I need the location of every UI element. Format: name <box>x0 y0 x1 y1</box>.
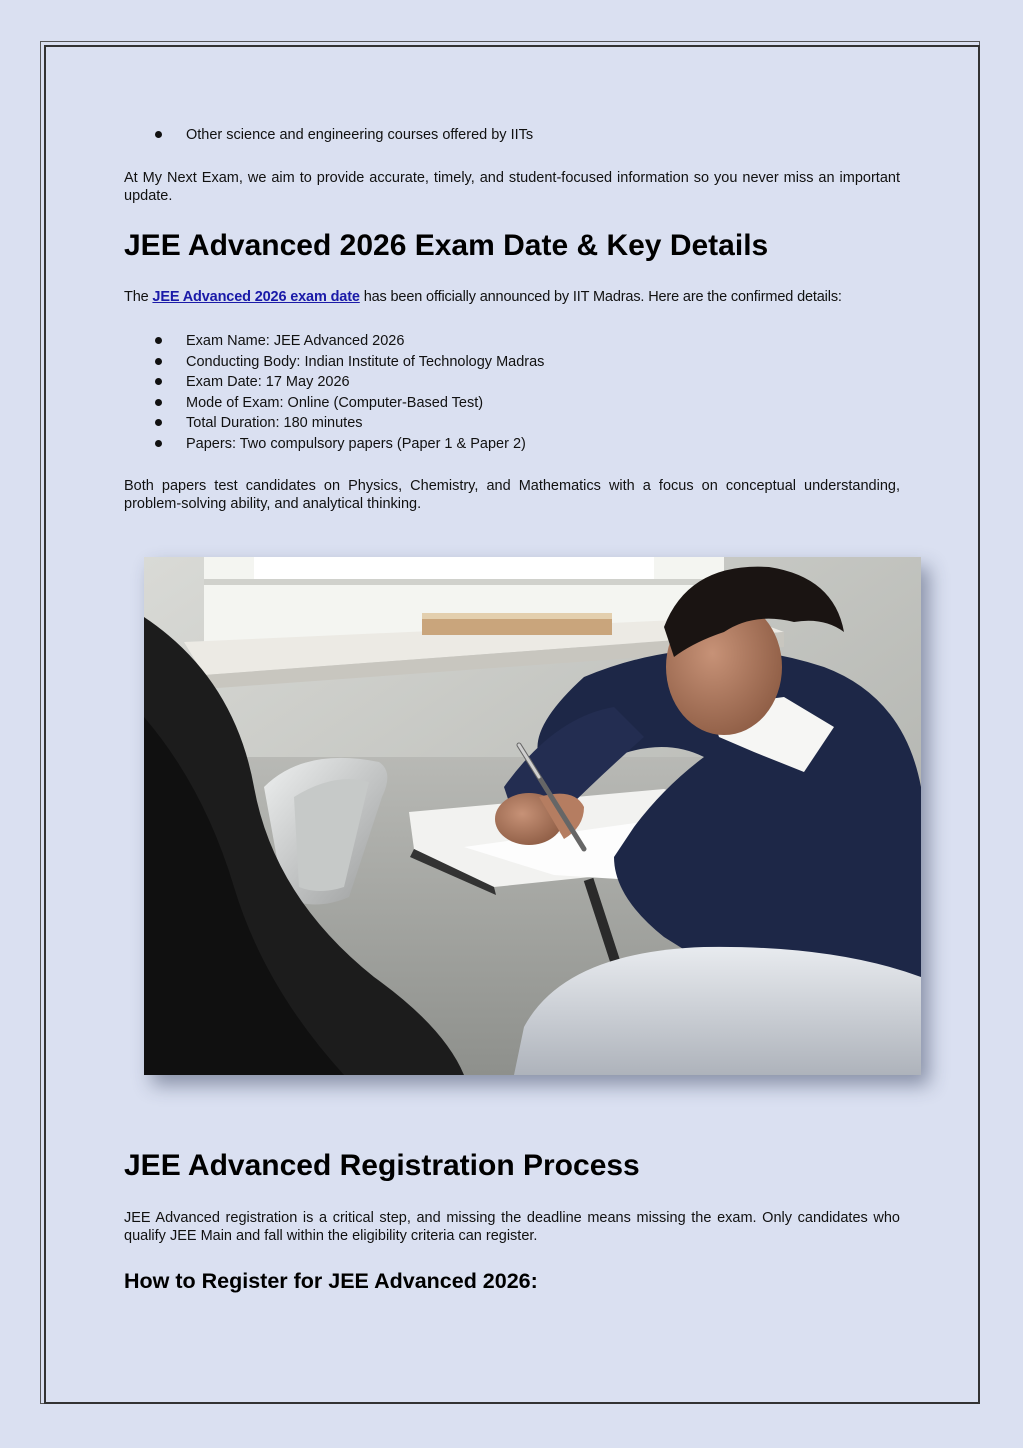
list-item-text: Exam Name: JEE Advanced 2026 <box>186 333 405 349</box>
list-item <box>124 352 900 373</box>
list-item-text: Papers: Two compulsory papers (Paper 1 & Paper 2) <box>186 435 526 452</box>
bullet-icon <box>155 337 162 344</box>
bullet-icon <box>155 358 162 365</box>
student-writing-exam-photo <box>144 557 921 1075</box>
exam-date-lead <box>124 288 900 306</box>
list-item <box>124 125 900 146</box>
list-item <box>124 372 900 393</box>
list-item-text: Total Duration: 180 minutes <box>186 415 363 431</box>
section-heading-registration: JEE Advanced Registration Process <box>124 1149 640 1182</box>
exam-date-link[interactable]: JEE Advanced 2026 exam date <box>152 289 360 305</box>
list-item-text: Mode of Exam: Online (Computer-Based Test) <box>186 394 484 411</box>
list-item-text: Exam Date: 17 May 2026 <box>186 374 350 390</box>
bullet-icon <box>155 131 162 138</box>
subheading-how-to-register: How to Register for JEE Advanced 2026: <box>124 1269 538 1293</box>
exam-details-closing: Both papers test candidates on Physics, Chemistry, and Mathematics with a focus on conceptual understanding, problem-solving ability, and analytical thinking. <box>124 478 900 512</box>
list-item <box>124 393 900 414</box>
top-bullet-list <box>124 125 900 146</box>
lead-suffix: has been officially announced by IIT Madras. Here are the confirmed details: <box>359 289 842 305</box>
bullet-icon <box>155 399 162 406</box>
photo-illustration <box>144 557 921 1075</box>
bullet-icon <box>155 419 162 426</box>
list-item-text: Conducting Body: Indian Institute of Technology Madras <box>186 353 545 370</box>
registration-paragraph: JEE Advanced registration is a critical step, and missing the deadline means missing the exam. Only candidates who qualify JEE Main and fall within the eligibility criteria can register. <box>124 1210 900 1244</box>
list-item <box>124 331 900 352</box>
exam-details-list <box>124 331 900 454</box>
bullet-icon <box>155 378 162 385</box>
bullet-icon <box>155 440 162 447</box>
intro-paragraph: At My Next Exam, we aim to provide accurate, timely, and student-focused information so you never miss an important update. <box>124 170 900 204</box>
lead-prefix: The <box>124 289 153 305</box>
list-item <box>124 413 900 434</box>
list-item-text: Other science and engineering courses offered by IITs <box>186 127 534 143</box>
list-item <box>124 434 900 455</box>
section-heading-exam-date: JEE Advanced 2026 Exam Date & Key Details <box>124 229 769 262</box>
